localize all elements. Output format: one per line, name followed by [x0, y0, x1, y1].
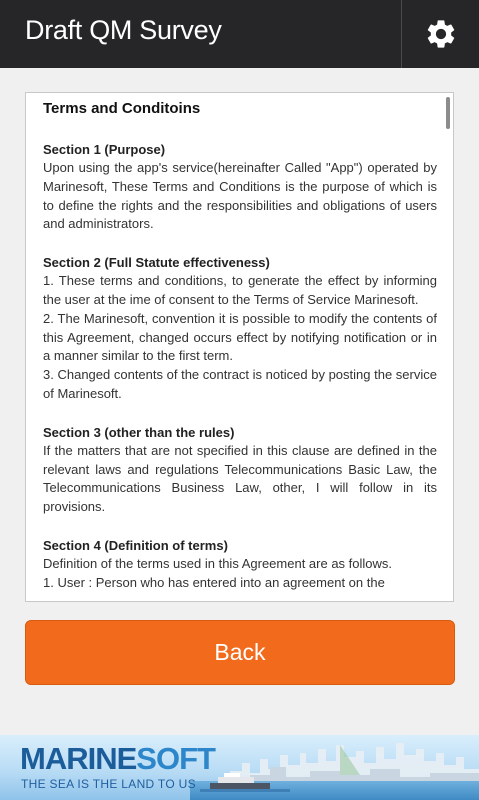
- brand-tagline: THE SEA IS THE LAND TO US: [21, 777, 196, 791]
- section-body: If the matters that are not specified in this clause are defined in the relevant laws and regulations Telecommunications Basic Law, the Telecommunications Business Law, other, I will follow in its provisions.: [43, 442, 437, 515]
- terms-section: [43, 253, 437, 404]
- back-button[interactable]: Back: [25, 620, 455, 685]
- section-title: Section 1 (Purpose): [43, 142, 166, 157]
- brand-logo: [20, 741, 215, 777]
- section-title: Section 2 (Full Statute effectiveness): [43, 255, 270, 271]
- terms-section: [43, 140, 437, 234]
- section-body: 1. These terms and conditions, to generate the effect by informing the user at the ime of consent to the Terms of Service Marinesoft. 2. The Marinesoft, convention it is possible to modify the contents of this Agreement, changed occurs effect by notifying notification or in a manner similar to the first term. 3. Changed contents of the contract is noticed by posting the service of Marinesoft.: [43, 273, 437, 401]
- brand-soft: SOFT: [136, 741, 215, 776]
- brand-marine: MARINE: [20, 741, 137, 776]
- section-body: Upon using the app's service(hereinafter Called "App") operated by Marinesoft, These Terms and Conditions is the purpose of which is to define the rights and the responsibilities and obligations of users and administrators.: [43, 160, 437, 232]
- terms-scrollbar[interactable]: [446, 97, 450, 129]
- terms-section: [43, 423, 437, 517]
- terms-panel[interactable]: [25, 92, 454, 602]
- harbor-cityscape-image: [190, 735, 479, 800]
- app-bar: [0, 0, 479, 68]
- section-body: Definition of the terms used in this Agreement are as follows. 1. User : Person who has entered into an agreement on the: [43, 555, 393, 590]
- gear-icon: [424, 17, 458, 51]
- terms-scroll-area[interactable]: [26, 93, 453, 601]
- section-title: Section 4 (Definition of terms): [43, 537, 228, 553]
- terms-heading: Terms and Conditoins: [43, 100, 201, 117]
- terms-section: [43, 536, 437, 593]
- settings-button[interactable]: [402, 0, 479, 68]
- app-title: Draft QM Survey: [25, 15, 222, 45]
- section-title: Section 3 (other than the rules): [43, 424, 235, 440]
- marinesoft-banner: [0, 735, 479, 800]
